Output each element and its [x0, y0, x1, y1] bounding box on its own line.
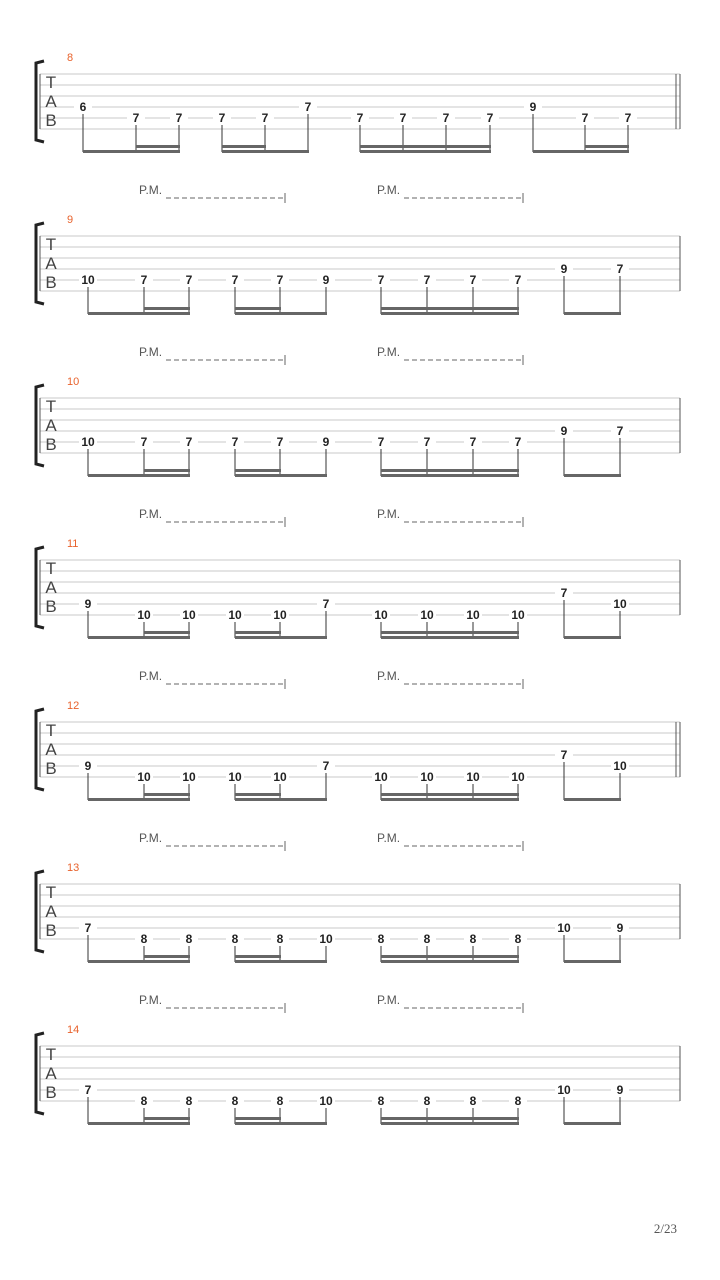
palm-mute-label: P.M.	[139, 831, 163, 845]
fret-number: 9	[322, 273, 330, 287]
fret-number: 10	[557, 921, 571, 935]
fret-number: 10	[613, 759, 627, 773]
bar-number: 9	[67, 214, 74, 226]
fret-number: 7	[140, 273, 148, 287]
fret-number: 7	[581, 111, 589, 125]
beam-primary	[235, 1122, 327, 1125]
fret-number: 7	[185, 273, 193, 287]
tab-clef-letter: B	[45, 597, 57, 616]
beam-secondary	[235, 793, 281, 796]
fret-number: 7	[399, 111, 407, 125]
fret-number: 9	[322, 435, 330, 449]
fret-number: 10	[613, 597, 627, 611]
fret-number: 7	[185, 435, 193, 449]
palm-mute-label: P.M.	[377, 345, 401, 359]
staff-system	[36, 507, 680, 639]
palm-mute-label: P.M.	[377, 507, 401, 521]
beam-primary	[235, 636, 327, 639]
fret-number: 10	[420, 770, 434, 784]
fret-number: 7	[486, 111, 494, 125]
beam-primary	[235, 798, 327, 801]
fret-number: 6	[79, 100, 87, 114]
fret-number: 8	[377, 1094, 385, 1108]
tab-clef-letter: A	[45, 902, 57, 921]
fret-number: 7	[423, 435, 431, 449]
beam-secondary	[381, 469, 519, 472]
fret-number: 7	[322, 759, 330, 773]
fret-number: 7	[469, 273, 477, 287]
beam-secondary	[381, 631, 519, 634]
fret-number: 9	[84, 759, 92, 773]
beam-primary	[564, 312, 621, 315]
fret-number: 8	[185, 932, 193, 946]
fret-number: 10	[273, 770, 287, 784]
beam-secondary	[144, 955, 190, 958]
fret-number: 10	[319, 1094, 333, 1108]
fret-number: 7	[560, 586, 568, 600]
beam-primary	[564, 1122, 621, 1125]
beam-primary	[235, 960, 327, 963]
fret-number: 10	[182, 770, 196, 784]
fret-number: 9	[560, 424, 568, 438]
beam-secondary	[235, 631, 281, 634]
fret-number: 10	[228, 608, 242, 622]
staff-system	[36, 345, 680, 477]
fret-number: 7	[514, 273, 522, 287]
beam-secondary	[222, 145, 266, 148]
tab-clef-letter: A	[45, 92, 57, 111]
bar-number: 10	[67, 376, 80, 388]
staff-system	[36, 52, 680, 153]
fret-number: 9	[529, 100, 537, 114]
fret-number: 7	[442, 111, 450, 125]
fret-number: 8	[377, 932, 385, 946]
staff-system	[36, 831, 680, 963]
fret-number: 7	[84, 921, 92, 935]
fret-number: 9	[616, 1083, 624, 1097]
fret-number: 7	[84, 1083, 92, 1097]
palm-mute-label: P.M.	[377, 669, 401, 683]
beam-primary	[381, 474, 519, 477]
bar-number: 11	[67, 538, 79, 550]
fret-number: 10	[81, 435, 95, 449]
bar-number: 8	[67, 52, 74, 64]
fret-number: 8	[140, 932, 148, 946]
tab-clef-letter: T	[45, 883, 57, 902]
beam-secondary	[144, 469, 190, 472]
tab-clef-letter: B	[45, 273, 57, 292]
tab-clef-letter: T	[45, 397, 57, 416]
beam-primary	[381, 798, 519, 801]
beam-secondary	[381, 1117, 519, 1120]
beam-primary	[222, 150, 309, 153]
fret-number: 8	[140, 1094, 148, 1108]
beam-primary	[88, 960, 190, 963]
tab-clef-letter: T	[45, 73, 57, 92]
beam-primary	[83, 150, 180, 153]
beam-primary	[88, 636, 190, 639]
fret-number: 8	[276, 1094, 284, 1108]
tab-clef-letter: A	[45, 740, 57, 759]
fret-number: 8	[231, 1094, 239, 1108]
fret-number: 7	[514, 435, 522, 449]
fret-number: 7	[304, 100, 312, 114]
fret-number: 10	[81, 273, 95, 287]
fret-number: 9	[616, 921, 624, 935]
fret-number: 10	[557, 1083, 571, 1097]
beam-secondary	[381, 307, 519, 310]
palm-mute-label: P.M.	[377, 993, 401, 1007]
beam-secondary	[136, 145, 180, 148]
fret-number: 10	[374, 608, 388, 622]
beam-primary	[381, 960, 519, 963]
staff-system	[36, 669, 680, 801]
palm-mute-label: P.M.	[377, 183, 401, 197]
tab-clef-letter: A	[45, 1064, 57, 1083]
fret-number: 10	[466, 770, 480, 784]
staff-system	[36, 183, 680, 315]
fret-number: 7	[231, 435, 239, 449]
fret-number: 7	[624, 111, 632, 125]
beam-secondary	[144, 631, 190, 634]
tab-clef-letter: T	[45, 721, 57, 740]
palm-mute-label: P.M.	[139, 993, 163, 1007]
beam-secondary	[235, 469, 281, 472]
tab-clef-letter: B	[45, 435, 57, 454]
beam-secondary	[235, 307, 281, 310]
beam-secondary	[360, 145, 491, 148]
beam-primary	[88, 798, 190, 801]
tab-clef-letter: B	[45, 921, 57, 940]
fret-number: 10	[137, 608, 151, 622]
tab-clef-letter: B	[45, 1083, 57, 1102]
beam-primary	[88, 1122, 190, 1125]
fret-number: 7	[261, 111, 269, 125]
fret-number: 7	[175, 111, 183, 125]
fret-number: 10	[319, 932, 333, 946]
fret-number: 10	[273, 608, 287, 622]
palm-mute-label: P.M.	[377, 831, 401, 845]
fret-number: 9	[560, 262, 568, 276]
page-number: 2/23	[653, 1221, 677, 1236]
fret-number: 7	[469, 435, 477, 449]
fret-number: 7	[423, 273, 431, 287]
beam-primary	[235, 474, 327, 477]
fret-number: 7	[322, 597, 330, 611]
fret-number: 8	[514, 1094, 522, 1108]
tab-clef-letter: A	[45, 416, 57, 435]
beam-secondary	[585, 145, 629, 148]
fret-number: 7	[377, 273, 385, 287]
fret-number: 7	[276, 273, 284, 287]
beam-primary	[88, 312, 190, 315]
tab-clef-letter: A	[45, 578, 57, 597]
beam-secondary	[381, 793, 519, 796]
fret-number: 8	[423, 932, 431, 946]
fret-number: 7	[132, 111, 140, 125]
beam-primary	[564, 474, 621, 477]
beam-primary	[360, 150, 491, 153]
fret-number: 8	[231, 932, 239, 946]
beam-secondary	[235, 955, 281, 958]
fret-number: 10	[511, 770, 525, 784]
fret-number: 8	[469, 932, 477, 946]
beam-primary	[564, 960, 621, 963]
fret-number: 8	[469, 1094, 477, 1108]
tab-clef-letter: A	[45, 254, 57, 273]
fret-number: 10	[511, 608, 525, 622]
beam-secondary	[235, 1117, 281, 1120]
fret-number: 10	[420, 608, 434, 622]
fret-number: 7	[218, 111, 226, 125]
beam-secondary	[144, 307, 190, 310]
beam-secondary	[144, 1117, 190, 1120]
beam-secondary	[381, 955, 519, 958]
fret-number: 8	[423, 1094, 431, 1108]
fret-number: 7	[356, 111, 364, 125]
fret-number: 7	[616, 262, 624, 276]
fret-number: 10	[466, 608, 480, 622]
staff-system	[36, 993, 680, 1125]
beam-primary	[381, 1122, 519, 1125]
beam-primary	[235, 312, 327, 315]
tab-clef-letter: T	[45, 235, 57, 254]
fret-number: 7	[377, 435, 385, 449]
tab-clef-letter: B	[45, 759, 57, 778]
fret-number: 8	[185, 1094, 193, 1108]
bar-number: 12	[67, 700, 80, 712]
palm-mute-label: P.M.	[139, 507, 163, 521]
fret-number: 10	[374, 770, 388, 784]
fret-number: 7	[276, 435, 284, 449]
fret-number: 7	[140, 435, 148, 449]
tab-clef-letter: T	[45, 559, 57, 578]
fret-number: 8	[514, 932, 522, 946]
beam-primary	[381, 636, 519, 639]
fret-number: 10	[228, 770, 242, 784]
fret-number: 10	[137, 770, 151, 784]
beam-primary	[533, 150, 629, 153]
beam-primary	[381, 312, 519, 315]
fret-number: 7	[231, 273, 239, 287]
bar-number: 14	[67, 1024, 80, 1036]
fret-number: 9	[84, 597, 92, 611]
fret-number: 8	[276, 932, 284, 946]
beam-secondary	[144, 793, 190, 796]
fret-number: 10	[182, 608, 196, 622]
bar-number: 13	[67, 862, 80, 874]
fret-number: 7	[616, 424, 624, 438]
tab-clef-letter: T	[45, 1045, 57, 1064]
fret-number: 7	[560, 748, 568, 762]
beam-primary	[564, 636, 621, 639]
tab-clef-letter: B	[45, 111, 57, 130]
palm-mute-label: P.M.	[139, 183, 163, 197]
palm-mute-label: P.M.	[139, 345, 163, 359]
palm-mute-label: P.M.	[139, 669, 163, 683]
beam-primary	[564, 798, 621, 801]
beam-primary	[88, 474, 190, 477]
